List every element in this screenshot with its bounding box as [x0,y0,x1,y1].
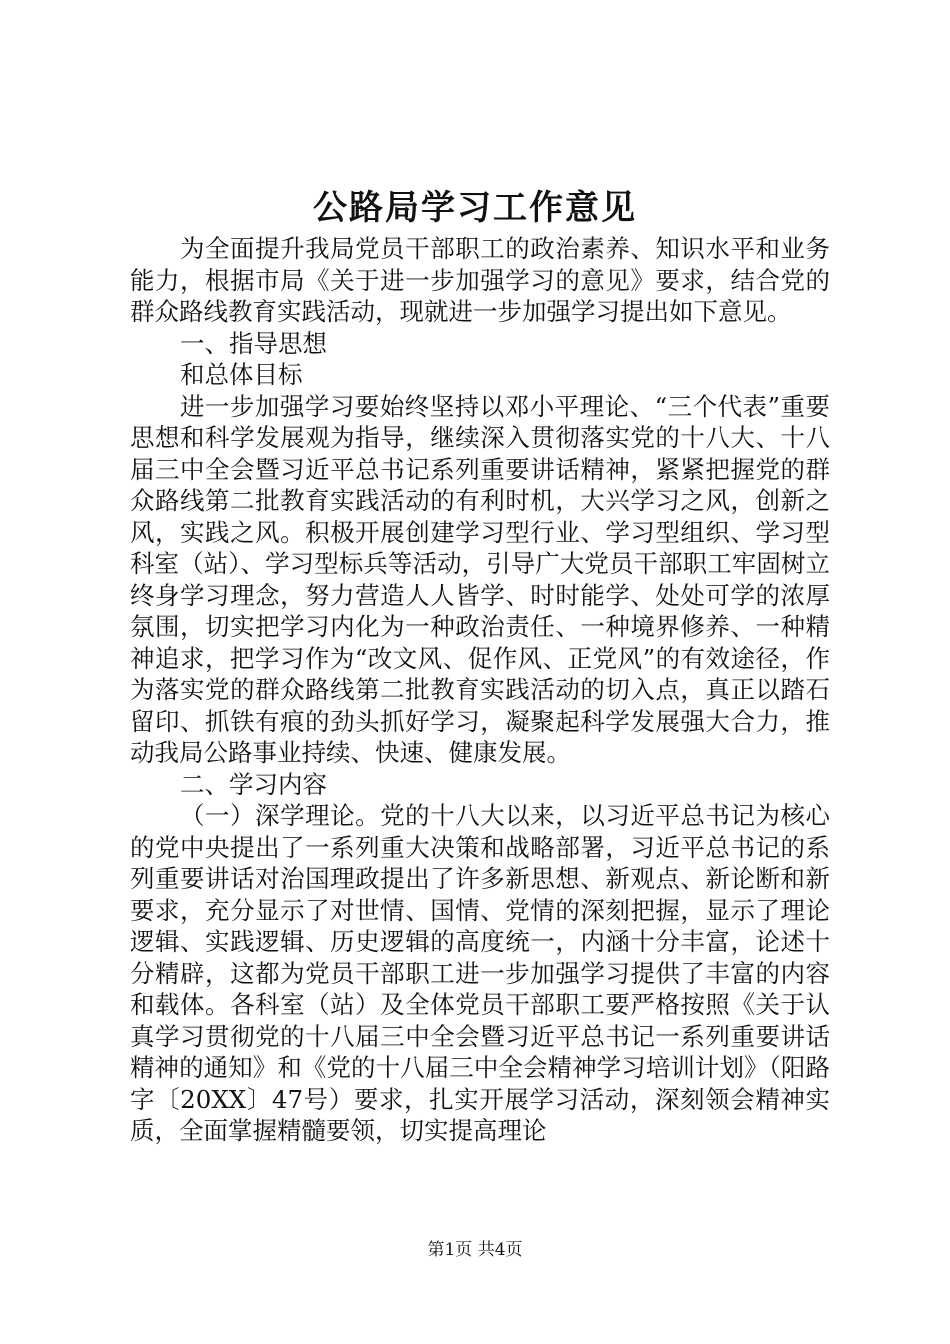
page-footer: 第1页 共4页 [427,1240,523,1260]
section-heading-1: 一、指导思想 [180,328,327,358]
study-content-paragraph: （一）深学理论。党的十八大以来，以习近平总书记为核心的党中央提出了一系列重大决策和战略部署，习近平总书记的系列重要讲话对治国理政提出了许多新思想、新观点、新论断和新要求，充分显示了对世情、国情、党情的深刻把握，显示了理论逻辑、实践逻辑、历史逻辑的高度统一，内涵十分丰富，论述十分精辟，这都为党员干部职工进一步加强学习提供了丰富的内容和载体。各科室（站）及全体党员干部职工要严格按照《关于认真学习贯彻党的十八届三中全会暨习近平总书记一系列重要讲话精神的通知》和《党的十八届三中全会精神学习培训计划》（阳路字〔20XX〕47号）要求，扎实开展学习活动，深刻领会精神实质，全面掌握精髓要领，切实提高理论 [130,801,830,1145]
intro-paragraph: 为全面提升我局党员干部职工的政治素养、知识水平和业务能力，根据市局《关于进一步加强学习的意见》要求，结合党的群众路线教育实践活动，现就进一步加强学习提出如下意见。 [130,234,830,326]
section-heading-2: 二、学习内容 [180,769,327,799]
document-title: 公路局学习工作意见 [313,188,637,228]
document-body [130,233,830,1147]
section-heading-1-continued: 和总体目标 [180,360,303,389]
guiding-thought-paragraph: 进一步加强学习要始终坚持以邓小平理论、“三个代表”重要思想和科学发展观为指导，继续深入贯彻落实党的十八大、十八届三中全会暨习近平总书记系列重要讲话精神，紧紧把握党的群众路线第二批教育实践活动的有利时机，大兴学习之风，创新之风，实践之风。积极开展创建学习型行业、学习型组织、学习型科室（站）、学习型标兵等活动，引导广大党员干部职工牢固树立终身学习理念，努力营造人人皆学、时时能学、处处可学的浓厚氛围，切实把学习内化为一种政治责任、一种境界修养、一种精神追求，把学习作为“改文风、促作风、正党风”的有效途径，作为落实党的群众路线第二批教育实践活动的切入点，真正以踏石留印、抓铁有痕的劲头抓好学习，凝聚起科学发展强大合力，推动我局公路事业持续、快速、健康发展。 [130,391,830,767]
